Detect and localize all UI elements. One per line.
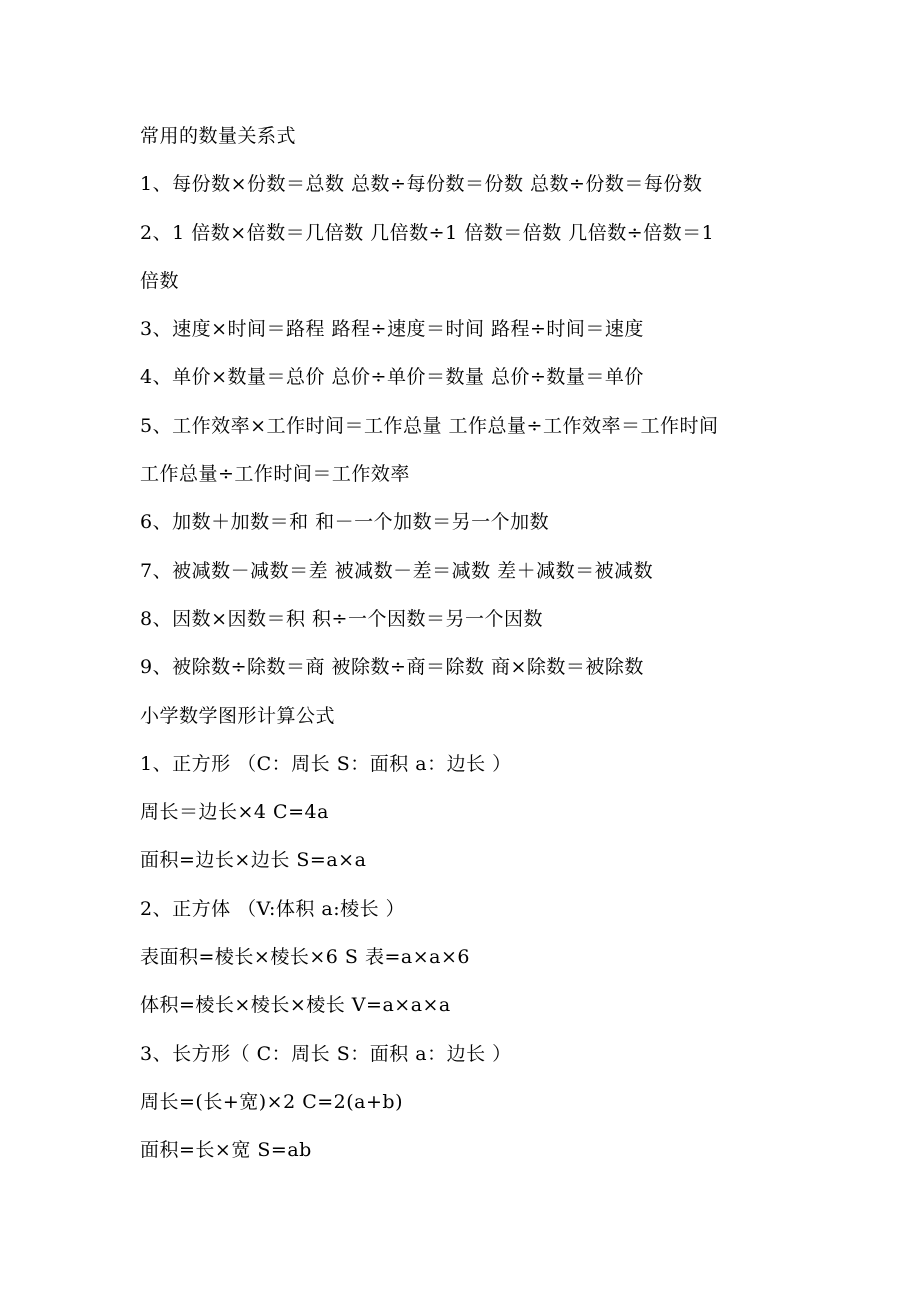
rectangle-perimeter: 周长=(长+宽)×2 C=2(a+b) bbox=[140, 1090, 403, 1113]
cube-heading: 2、正方体 （V:体积 a:棱长 ） bbox=[140, 897, 406, 920]
formula-line-3: 3、速度×时间＝路程 路程÷速度＝时间 路程÷时间＝速度 bbox=[140, 318, 644, 341]
formula-line-2-continued: 倍数 bbox=[140, 269, 180, 292]
document-page bbox=[140, 112, 800, 1175]
square-area: 面积=边长×边长 S=a×a bbox=[140, 849, 367, 872]
square-perimeter: 周长＝边长×4 C=4a bbox=[140, 801, 329, 824]
formula-line-1: 1、每份数×份数＝总数 总数÷每份数＝份数 总数÷份数＝每份数 bbox=[140, 173, 703, 196]
cube-surface-area: 表面积=棱长×棱长×6 S 表=a×a×6 bbox=[140, 946, 470, 969]
formula-line-5-continued: 工作总量÷工作时间＝工作效率 bbox=[140, 463, 410, 486]
cube-volume: 体积=棱长×棱长×棱长 V=a×a×a bbox=[140, 994, 451, 1017]
formula-line-8: 8、因数×因数＝积 积÷一个因数＝另一个因数 bbox=[140, 607, 543, 630]
formula-line-6: 6、加数＋加数＝和 和－一个加数＝另一个加数 bbox=[140, 511, 550, 534]
formula-line-4: 4、单价×数量＝总价 总价÷单价＝数量 总价÷数量＝单价 bbox=[140, 366, 644, 389]
formula-line-5: 5、工作效率×工作时间＝工作总量 工作总量÷工作效率＝工作时间 bbox=[140, 414, 719, 437]
rectangle-area: 面积=长×宽 S=ab bbox=[140, 1139, 312, 1162]
section-title-geometry-formulas: 小学数学图形计算公式 bbox=[140, 704, 336, 727]
formula-line-9: 9、被除数÷除数＝商 被除数÷商＝除数 商×除数＝被除数 bbox=[140, 656, 644, 679]
section-title-quantity-relations: 常用的数量关系式 bbox=[140, 125, 297, 147]
formula-line-7: 7、被减数－减数＝差 被减数－差＝减数 差＋减数＝被减数 bbox=[140, 559, 654, 582]
formula-line-2: 2、1 倍数×倍数＝几倍数 几倍数÷1 倍数＝倍数 几倍数÷倍数＝1 bbox=[140, 221, 715, 244]
rectangle-heading: 3、长方形（ C：周长 S：面积 a：边长 ） bbox=[140, 1042, 512, 1065]
square-heading: 1、正方形 （C：周长 S：面积 a：边长 ） bbox=[140, 752, 512, 775]
